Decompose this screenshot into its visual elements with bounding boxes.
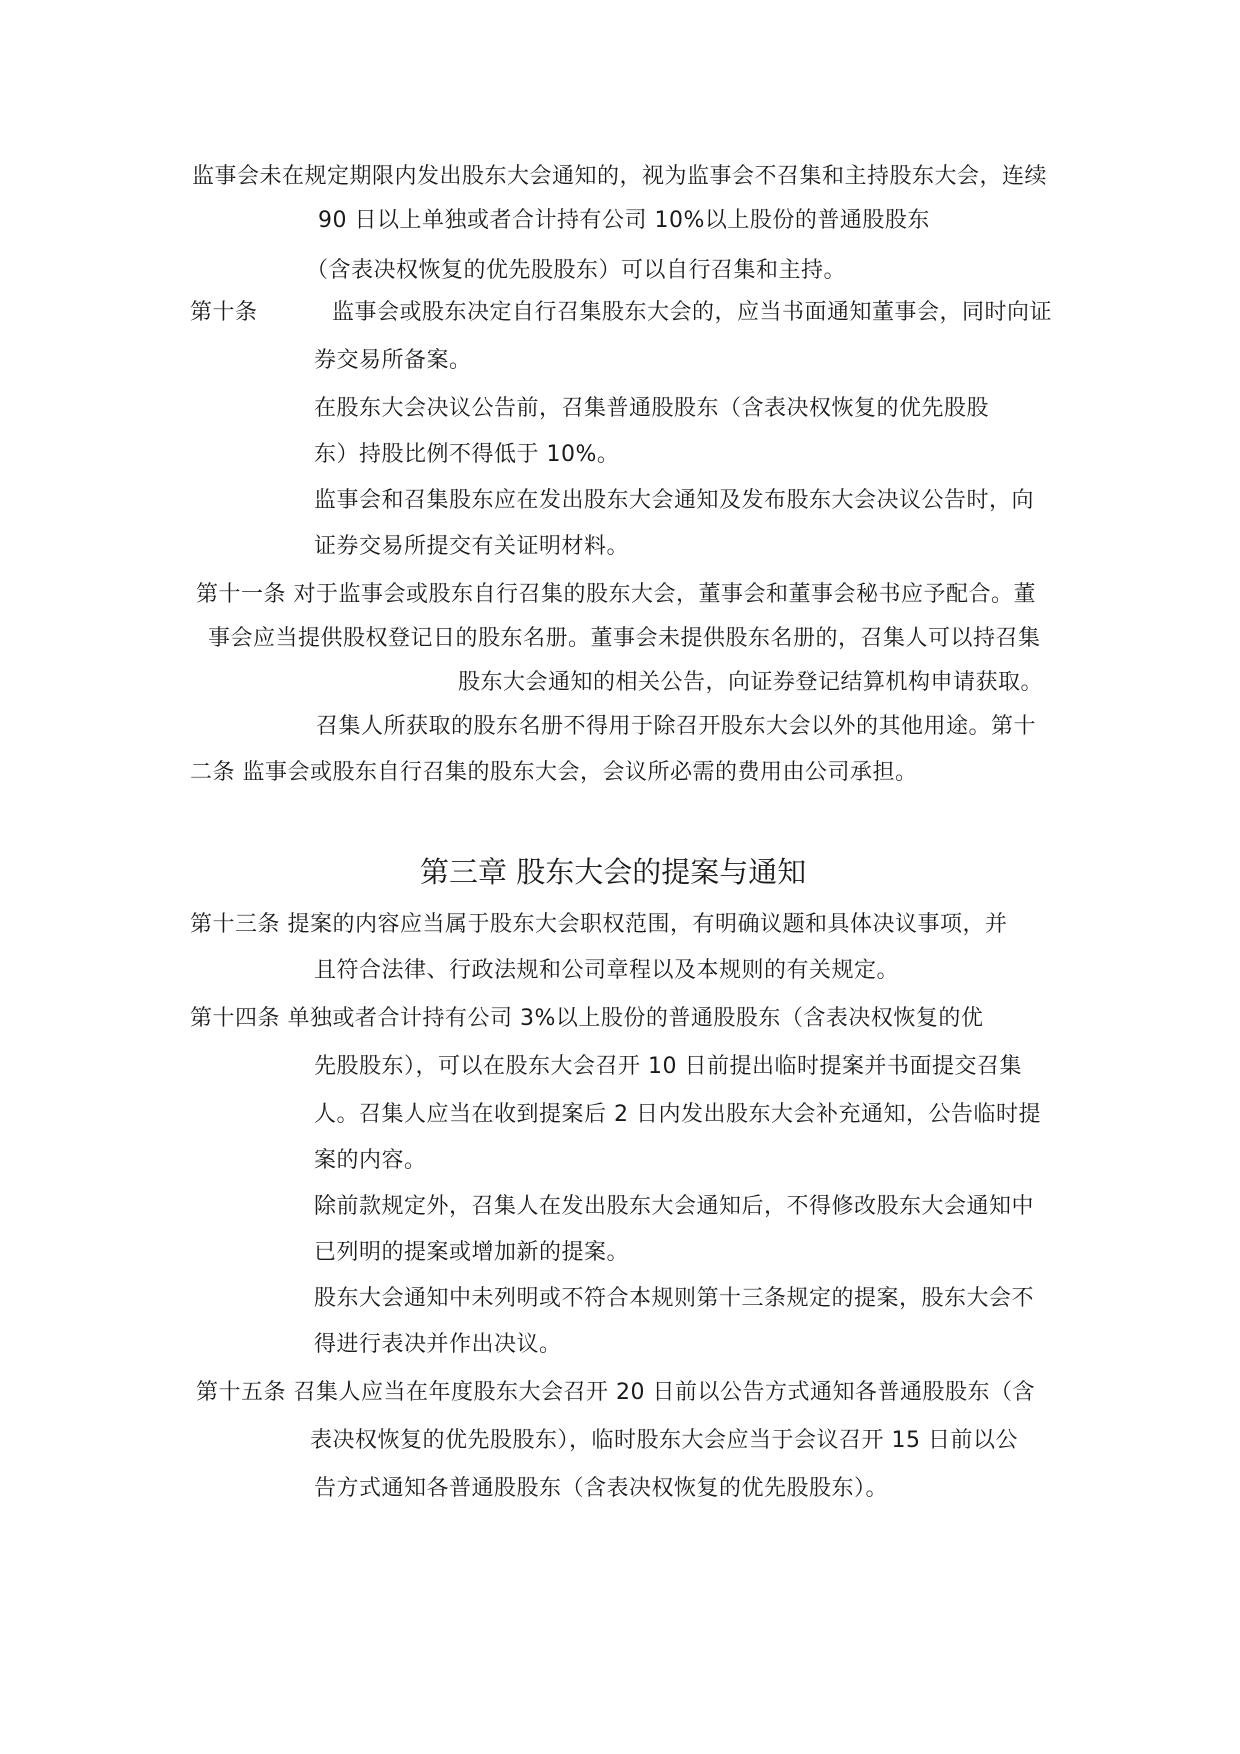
article-11-line-4: 召集人所获取的股东名册不得用于除召开股东大会以外的其他用途。第十 [316,714,1037,739]
article-14-line-1: 第十四条 单独或者合计持有公司 3%以上股份的普通股股东（含表决权恢复的优 [190,1006,984,1031]
article-14-para2-line-2: 已列明的提案或增加新的提案。 [314,1240,630,1265]
article-10-para2-line-1: 在股东大会决议公告前，召集普通股股东（含表决权恢复的优先股股 [314,396,990,421]
article-15-line-1: 第十五条 召集人应当在年度股东大会召开 20 日前以公告方式通知各普通股股东（含 [196,1380,1035,1405]
article-14-para2-line-1: 除前款规定外，召集人在发出股东大会通知后，不得修改股东大会通知中 [314,1194,1035,1219]
article-10-line-1: 监事会或股东决定自行召集股东大会的，应当书面通知董事会，同时向证 [332,300,1053,325]
article-12-line: 二条 监事会或股东自行召集的股东大会，会议所必需的费用由公司承担。 [190,760,918,785]
article-14-line-2: 先股股东），可以在股东大会召开 10 日前提出临时提案并书面提交召集 [314,1054,1022,1079]
article-15-line-2: 表决权恢复的优先股股东），临时股东大会应当于会议召开 15 日前以公 [310,1428,1018,1453]
article-9-line-2: 90 日以上单独或者合计持有公司 10%以上股份的普通股股东 [318,208,930,233]
article-10-para3-line-1: 监事会和召集股东应在发出股东大会通知及发布股东大会决议公告时，向 [314,488,1035,513]
article-15-line-3: 告方式通知各普通股股东（含表决权恢复的优先股股东）。 [314,1476,889,1501]
article-10-label: 第十条 [190,300,258,325]
article-10-line-2: 券交易所备案。 [314,348,472,373]
article-9-line-1: 监事会未在规定期限内发出股东大会通知的，视为监事会不召集和主持股东大会，连续 [192,164,1048,189]
chapter-title: 第三章 股东大会的提案与通知 [420,855,807,889]
article-11-line-1: 第十一条 对于监事会或股东自行召集的股东大会，董事会和董事会秘书应予配合。董 [196,582,1036,607]
article-10-para3-line-2: 证券交易所提交有关证明材料。 [314,534,630,559]
article-14-line-3: 人。召集人应当在收到提案后 2 日内发出股东大会补充通知，公告临时提 [314,1102,1041,1127]
article-10-para2-line-2: 东）持股比例不得低于 10%。 [314,442,620,467]
article-13-line-1: 第十三条 提案的内容应当属于股东大会职权范围，有明确议题和具体决议事项，并 [190,912,1008,937]
article-14-para3-line-2: 得进行表决并作出决议。 [314,1332,562,1357]
article-11-line-3: 股东大会通知的相关公告，向证券登记结算机构申请获取。 [458,670,1044,695]
article-13-line-2: 且符合法律、行政法规和公司章程以及本规则的有关规定。 [314,958,900,983]
article-14-line-4: 案的内容。 [314,1148,427,1173]
article-9-line-3: （含表决权恢复的优先股股东）可以自行召集和主持。 [306,258,847,283]
article-11-line-2: 事会应当提供股权登记日的股东名册。董事会未提供股东名册的，召集人可以持召集 [208,626,1041,651]
article-14-para3-line-1: 股东大会通知中未列明或不符合本规则第十三条规定的提案，股东大会不 [314,1286,1035,1311]
